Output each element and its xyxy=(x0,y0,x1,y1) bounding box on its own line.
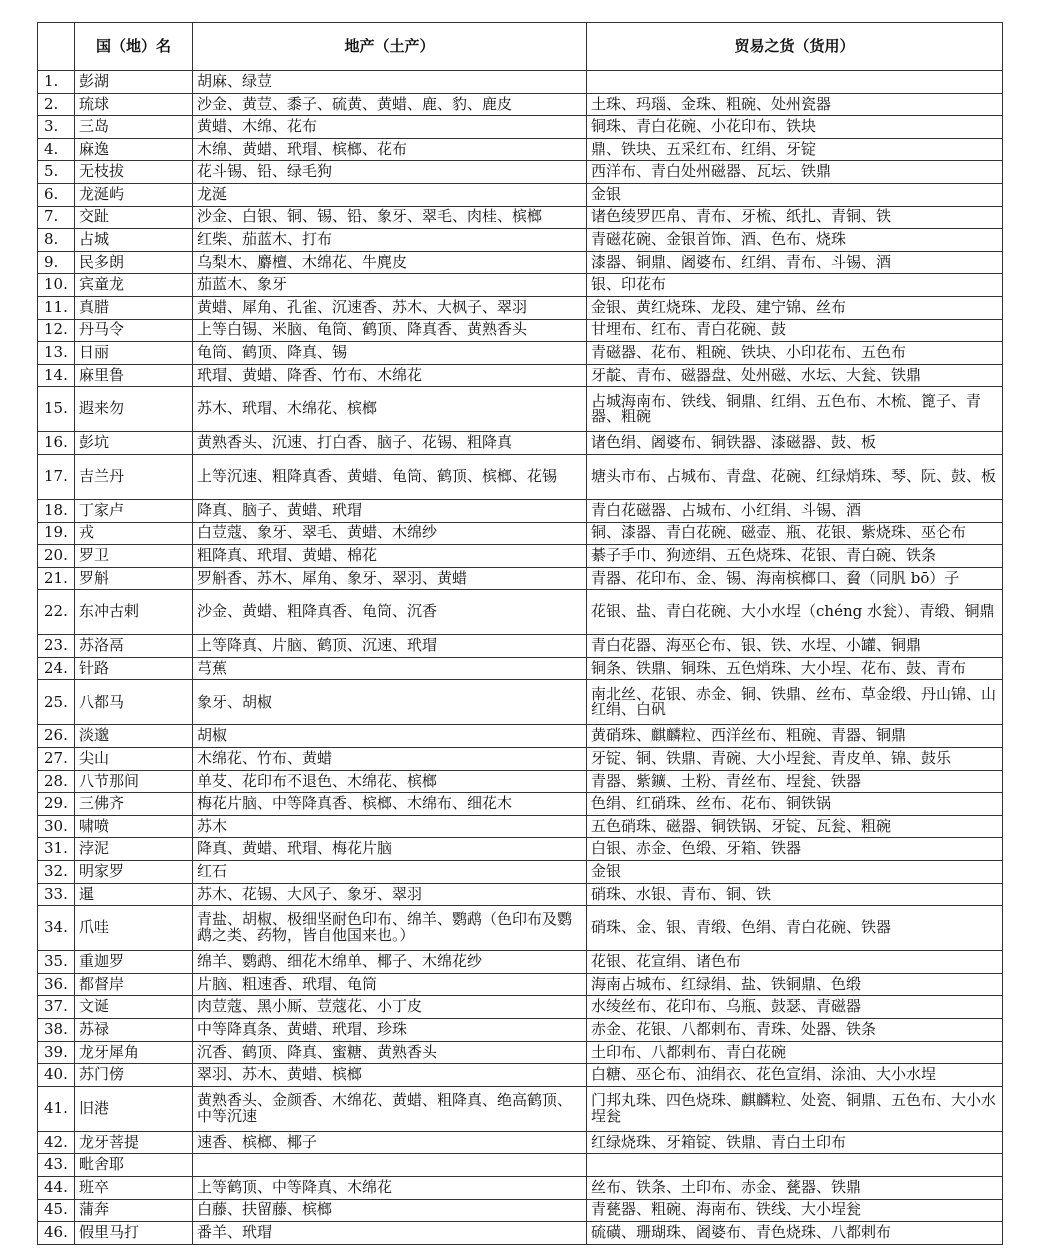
row-number: 4. xyxy=(38,138,75,161)
row-number: 15. xyxy=(38,387,75,432)
row-number: 26. xyxy=(38,725,75,748)
local-products: 苏木 xyxy=(193,815,587,838)
row-number: 8. xyxy=(38,229,75,252)
country-name: 龙涎屿 xyxy=(75,183,193,206)
local-products: 红柴、茄蓝木、打布 xyxy=(193,229,587,252)
table-row xyxy=(38,229,1003,252)
country-name: 真腊 xyxy=(75,296,193,319)
country-name: 三佛齐 xyxy=(75,793,193,816)
trade-goods: 土珠、玛瑙、金珠、粗碗、处州瓷器 xyxy=(587,93,1003,116)
row-number: 18. xyxy=(38,499,75,522)
table-row xyxy=(38,973,1003,996)
table-row xyxy=(38,657,1003,680)
header-row xyxy=(38,23,1003,71)
local-products: 红石 xyxy=(193,861,587,884)
row-number: 6. xyxy=(38,183,75,206)
local-products: 黄熟香头、沉速、打白香、脑子、花锡、粗降真 xyxy=(193,432,587,455)
trade-goods: 赤金、花银、八都剌布、青珠、处器、铁条 xyxy=(587,1019,1003,1042)
table-row xyxy=(38,1176,1003,1199)
table-row xyxy=(38,725,1003,748)
row-number: 44. xyxy=(38,1176,75,1199)
trade-goods: 青白花磁器、占城布、小红绢、斗锡、酒 xyxy=(587,499,1003,522)
table-row xyxy=(38,635,1003,658)
country-name: 文诞 xyxy=(75,996,193,1019)
country-name: 三岛 xyxy=(75,116,193,139)
table-row xyxy=(38,71,1003,94)
country-name: 日丽 xyxy=(75,342,193,365)
trade-goods: 硫磺、珊瑚珠、阇婆布、青色烧珠、八都剌布 xyxy=(587,1222,1003,1245)
trade-goods: 花银、花宣绢、诸色布 xyxy=(587,951,1003,974)
country-name: 淡邈 xyxy=(75,725,193,748)
row-number: 40. xyxy=(38,1064,75,1087)
row-number: 3. xyxy=(38,116,75,139)
local-products: 黄蜡、犀角、孔雀、沉速香、苏木、大枫子、翠羽 xyxy=(193,296,587,319)
row-number: 45. xyxy=(38,1199,75,1222)
trade-goods: 诸色绢、阇婆布、铜铁器、漆磁器、鼓、板 xyxy=(587,432,1003,455)
row-number: 46. xyxy=(38,1222,75,1245)
row-number: 17. xyxy=(38,454,75,499)
local-products: 苏木、花锡、大风子、象牙、翠羽 xyxy=(193,883,587,906)
table-row xyxy=(38,454,1003,499)
country-name: 龙牙菩提 xyxy=(75,1131,193,1154)
local-products xyxy=(193,1154,587,1177)
row-number: 31. xyxy=(38,838,75,861)
local-products: 降真、黄蜡、玳瑁、梅花片脑 xyxy=(193,838,587,861)
row-number: 12. xyxy=(38,319,75,342)
local-products: 花斗锡、铅、绿毛狗 xyxy=(193,161,587,184)
country-name: 宾童龙 xyxy=(75,274,193,297)
trade-goods xyxy=(587,71,1003,94)
table-row xyxy=(38,296,1003,319)
trade-goods: 银、印花布 xyxy=(587,274,1003,297)
header-local-products: 地产（土产） xyxy=(193,23,587,71)
table-row xyxy=(38,770,1003,793)
local-products: 上等鹤顶、中等降真、木绵花 xyxy=(193,1176,587,1199)
trade-goods: 牙靛、青布、磁器盘、处州磁、水坛、大瓮、铁鼎 xyxy=(587,364,1003,387)
trade-goods: 铜、漆器、青白花碗、磁壶、瓶、花银、紫烧珠、巫仑布 xyxy=(587,522,1003,545)
row-number: 19. xyxy=(38,522,75,545)
header-country: 国（地）名 xyxy=(75,23,193,71)
row-number: 7. xyxy=(38,206,75,229)
country-name: 八节那间 xyxy=(75,770,193,793)
row-number: 36. xyxy=(38,973,75,996)
table-row xyxy=(38,364,1003,387)
local-products: 木绵花、竹布、黄蜡 xyxy=(193,748,587,771)
local-products: 中等降真条、黄蜡、玳瑁、珍珠 xyxy=(193,1019,587,1042)
row-number: 5. xyxy=(38,161,75,184)
trade-goods: 海南占城布、红绿绢、盐、铁铜鼎、色缎 xyxy=(587,973,1003,996)
country-name: 毗舍耶 xyxy=(75,1154,193,1177)
local-products: 苏木、玳瑁、木绵花、槟榔 xyxy=(193,387,587,432)
table-row xyxy=(38,838,1003,861)
table-row xyxy=(38,342,1003,365)
trade-goods: 金银 xyxy=(587,183,1003,206)
local-products: 胡麻、绿荳 xyxy=(193,71,587,94)
trade-goods: 铜珠、青白花碗、小花印布、铁块 xyxy=(587,116,1003,139)
table-row xyxy=(38,815,1003,838)
country-name: 麻里鲁 xyxy=(75,364,193,387)
trade-goods: 鼎、铁块、五采红布、红绢、牙锭 xyxy=(587,138,1003,161)
local-products: 龙涎 xyxy=(193,183,587,206)
local-products: 粗降真、玳瑁、黄蜡、棉花 xyxy=(193,545,587,568)
table-row xyxy=(38,545,1003,568)
country-name: 针路 xyxy=(75,657,193,680)
local-products: 速香、槟榔、椰子 xyxy=(193,1131,587,1154)
local-products: 象牙、胡椒 xyxy=(193,680,587,725)
country-name: 八都马 xyxy=(75,680,193,725)
table-row xyxy=(38,1199,1003,1222)
local-products: 黄熟香头、金颜香、木绵花、黄蜡、粗降真、绝高鹤顶、中等沉速 xyxy=(193,1086,587,1131)
trade-goods-table xyxy=(37,22,1003,1245)
country-name: 琉球 xyxy=(75,93,193,116)
local-products: 乌梨木、麝檀、木绵花、牛麂皮 xyxy=(193,251,587,274)
row-number: 30. xyxy=(38,815,75,838)
trade-goods: 铜条、铁鼎、铜珠、五色焇珠、大小埕、花布、鼓、青布 xyxy=(587,657,1003,680)
table-body xyxy=(38,71,1003,1245)
local-products: 白荳蔻、象牙、翠毛、黄蜡、木绵纱 xyxy=(193,522,587,545)
local-products: 肉荳蔻、黑小厮、荳蔻花、小丁皮 xyxy=(193,996,587,1019)
country-name: 都督岸 xyxy=(75,973,193,996)
table-row xyxy=(38,206,1003,229)
table-row xyxy=(38,996,1003,1019)
table-row xyxy=(38,274,1003,297)
local-products: 翠羽、苏木、黄蜡、槟榔 xyxy=(193,1064,587,1087)
trade-goods: 诸色绫罗匹帛、青布、牙梳、纸扎、青铜、铁 xyxy=(587,206,1003,229)
country-name: 重迦罗 xyxy=(75,951,193,974)
local-products: 木绵、黄蜡、玳瑁、槟榔、花布 xyxy=(193,138,587,161)
country-name: 蒲奔 xyxy=(75,1199,193,1222)
row-number: 16. xyxy=(38,432,75,455)
table-row xyxy=(38,1019,1003,1042)
trade-goods: 綦子手巾、狗迹绢、五色烧珠、花银、青白碗、铁条 xyxy=(587,545,1003,568)
row-number: 28. xyxy=(38,770,75,793)
row-number: 9. xyxy=(38,251,75,274)
row-number: 10. xyxy=(38,274,75,297)
table-row xyxy=(38,387,1003,432)
trade-goods: 白银、赤金、色缎、牙箱、铁器 xyxy=(587,838,1003,861)
table-row xyxy=(38,567,1003,590)
row-number: 32. xyxy=(38,861,75,884)
trade-goods: 丝布、铁条、土印布、赤金、甆器、铁鼎 xyxy=(587,1176,1003,1199)
local-products: 龟筒、鹤顶、降真、锡 xyxy=(193,342,587,365)
trade-goods: 青白花器、海巫仑布、银、铁、水埕、小罐、铜鼎 xyxy=(587,635,1003,658)
country-name: 苏门傍 xyxy=(75,1064,193,1087)
local-products: 番羊、玳瑁 xyxy=(193,1222,587,1245)
country-name: 苏禄 xyxy=(75,1019,193,1042)
local-products: 青盐、胡椒、极细坚耐色印布、绵羊、鹦鹉（色印布及鹦鹉之类、药物，皆自他国来也。） xyxy=(193,906,587,951)
trade-goods: 金银、黄红烧珠、龙段、建宁锦、丝布 xyxy=(587,296,1003,319)
table-row xyxy=(38,183,1003,206)
country-name: 遐来勿 xyxy=(75,387,193,432)
country-name: 麻逸 xyxy=(75,138,193,161)
trade-goods: 西洋布、青白处州磁器、瓦坛、铁鼎 xyxy=(587,161,1003,184)
table-row xyxy=(38,590,1003,635)
row-number: 20. xyxy=(38,545,75,568)
row-number: 39. xyxy=(38,1041,75,1064)
table-row xyxy=(38,1154,1003,1177)
country-name: 彭坑 xyxy=(75,432,193,455)
local-products: 玳瑁、黄蜡、降香、竹布、木绵花 xyxy=(193,364,587,387)
table-row xyxy=(38,116,1003,139)
local-products: 绵羊、鹦鹉、细花木绵单、椰子、木绵花纱 xyxy=(193,951,587,974)
trade-goods xyxy=(587,1154,1003,1177)
country-name: 苏洛鬲 xyxy=(75,635,193,658)
country-name: 丹马令 xyxy=(75,319,193,342)
trade-goods: 土印布、八都剌布、青白花碗 xyxy=(587,1041,1003,1064)
country-name: 假里马打 xyxy=(75,1222,193,1245)
country-name: 民多朗 xyxy=(75,251,193,274)
trade-goods: 色绢、红硝珠、丝布、花布、铜铁锅 xyxy=(587,793,1003,816)
row-number: 42. xyxy=(38,1131,75,1154)
trade-goods: 五色硝珠、磁器、铜铁锅、牙锭、瓦瓮、粗碗 xyxy=(587,815,1003,838)
trade-goods: 漆器、铜鼎、阇婆布、红绢、青布、斗锡、酒 xyxy=(587,251,1003,274)
table-row xyxy=(38,861,1003,884)
local-products: 上等降真、片脑、鹤顶、沉速、玳瑁 xyxy=(193,635,587,658)
local-products: 胡椒 xyxy=(193,725,587,748)
local-products: 白藤、扶留藤、槟榔 xyxy=(193,1199,587,1222)
country-name: 罗斛 xyxy=(75,567,193,590)
trade-goods: 金银 xyxy=(587,861,1003,884)
trade-goods: 红绿烧珠、牙箱锭、铁鼎、青白土印布 xyxy=(587,1131,1003,1154)
table-row xyxy=(38,793,1003,816)
country-name: 班卒 xyxy=(75,1176,193,1199)
country-name: 爪哇 xyxy=(75,906,193,951)
row-number: 2. xyxy=(38,93,75,116)
country-name: 啸喷 xyxy=(75,815,193,838)
table-row xyxy=(38,951,1003,974)
table-row xyxy=(38,883,1003,906)
row-number: 34. xyxy=(38,906,75,951)
row-number: 35. xyxy=(38,951,75,974)
table-row xyxy=(38,1222,1003,1245)
trade-goods: 占城海南布、铁线、铜鼎、红绢、五色布、木梳、篦子、青器、粗碗 xyxy=(587,387,1003,432)
row-number: 23. xyxy=(38,635,75,658)
trade-goods: 牙锭、铜、铁鼎、青碗、大小埕瓮、青皮单、锦、鼓乐 xyxy=(587,748,1003,771)
header-number xyxy=(38,23,75,71)
table-row xyxy=(38,1086,1003,1131)
trade-goods: 青器、紫鑛、土粉、青丝布、埕瓮、铁器 xyxy=(587,770,1003,793)
table-row xyxy=(38,680,1003,725)
table-row xyxy=(38,138,1003,161)
country-name: 旧港 xyxy=(75,1086,193,1131)
row-number: 24. xyxy=(38,657,75,680)
table-row xyxy=(38,1064,1003,1087)
row-number: 25. xyxy=(38,680,75,725)
country-name: 彭湖 xyxy=(75,71,193,94)
row-number: 41. xyxy=(38,1086,75,1131)
country-name: 暹 xyxy=(75,883,193,906)
local-products: 梅花片脑、中等降真香、槟榔、木绵布、细花木 xyxy=(193,793,587,816)
country-name: 龙牙犀角 xyxy=(75,1041,193,1064)
trade-goods: 黄硝珠、麒麟粒、西洋丝布、粗碗、青器、铜鼎 xyxy=(587,725,1003,748)
local-products: 片脑、粗速香、玳瑁、龟筒 xyxy=(193,973,587,996)
table-row xyxy=(38,93,1003,116)
table-row xyxy=(38,1131,1003,1154)
row-number: 33. xyxy=(38,883,75,906)
table-row xyxy=(38,1041,1003,1064)
row-number: 27. xyxy=(38,748,75,771)
country-name: 尖山 xyxy=(75,748,193,771)
table-row xyxy=(38,499,1003,522)
row-number: 37. xyxy=(38,996,75,1019)
local-products: 单䒘、花印布不退色、木绵花、槟榔 xyxy=(193,770,587,793)
header-trade-goods: 贸易之货（货用） xyxy=(587,23,1003,71)
trade-goods: 硝珠、水银、青布、铜、铁 xyxy=(587,883,1003,906)
local-products: 上等沉速、粗降真香、黄蜡、龟筒、鹤顶、槟榔、花锡 xyxy=(193,454,587,499)
country-name: 东冲古剌 xyxy=(75,590,193,635)
trade-goods: 青磁器、花布、粗碗、铁块、小印花布、五色布 xyxy=(587,342,1003,365)
country-name: 浡泥 xyxy=(75,838,193,861)
table-row xyxy=(38,748,1003,771)
table-row xyxy=(38,319,1003,342)
row-number: 14. xyxy=(38,364,75,387)
trade-goods: 青磁花碗、金银首饰、酒、色布、烧珠 xyxy=(587,229,1003,252)
row-number: 43. xyxy=(38,1154,75,1177)
row-number: 13. xyxy=(38,342,75,365)
trade-goods: 青甆器、粗碗、海南布、铁线、大小埕瓮 xyxy=(587,1199,1003,1222)
table-row xyxy=(38,432,1003,455)
table-row xyxy=(38,161,1003,184)
local-products: 上等白锡、米脑、龟筒、鹤顶、降真香、黄熟香头 xyxy=(193,319,587,342)
local-products: 沙金、白银、铜、锡、铅、象牙、翠毛、肉桂、槟榔 xyxy=(193,206,587,229)
country-name: 吉兰丹 xyxy=(75,454,193,499)
country-name: 丁家卢 xyxy=(75,499,193,522)
local-products: 降真、脑子、黄蜡、玳瑁 xyxy=(193,499,587,522)
country-name: 戎 xyxy=(75,522,193,545)
trade-goods: 花银、盐、青白花碗、大小水埕（chéng 水瓮）、青缎、铜鼎 xyxy=(587,590,1003,635)
trade-goods: 水绫丝布、花印布、乌瓶、鼓瑟、青磁器 xyxy=(587,996,1003,1019)
row-number: 38. xyxy=(38,1019,75,1042)
local-products: 沉香、鹤顶、降真、蜜糖、黄熟香头 xyxy=(193,1041,587,1064)
trade-goods: 塘头市布、占城布、青盘、花碗、红绿焇珠、琴、阮、鼓、板 xyxy=(587,454,1003,499)
trade-goods: 南北丝、花银、赤金、铜、铁鼎、丝布、草金缎、丹山锦、山红绢、白矾 xyxy=(587,680,1003,725)
table-row xyxy=(38,251,1003,274)
local-products: 黄蜡、木绵、花布 xyxy=(193,116,587,139)
row-number: 22. xyxy=(38,590,75,635)
country-name: 交趾 xyxy=(75,206,193,229)
trade-goods: 白糖、巫仑布、油绢衣、花色宣绢、涂油、大小水埕 xyxy=(587,1064,1003,1087)
trade-goods: 甘埋布、红布、青白花碗、鼓 xyxy=(587,319,1003,342)
trade-goods: 门邦丸珠、四色烧珠、麒麟粒、处瓷、铜鼎、五色布、大小水埕瓮 xyxy=(587,1086,1003,1131)
trade-goods: 硝珠、金、银、青缎、色绢、青白花碗、铁器 xyxy=(587,906,1003,951)
table-row xyxy=(38,522,1003,545)
country-name: 罗卫 xyxy=(75,545,193,568)
local-products: 沙金、黄荳、黍子、硫黄、黄蜡、鹿、豹、鹿皮 xyxy=(193,93,587,116)
row-number: 29. xyxy=(38,793,75,816)
row-number: 21. xyxy=(38,567,75,590)
local-products: 沙金、黄蜡、粗降真香、龟筒、沉香 xyxy=(193,590,587,635)
row-number: 11. xyxy=(38,296,75,319)
country-name: 明家罗 xyxy=(75,861,193,884)
country-name: 无枝拔 xyxy=(75,161,193,184)
row-number: 1. xyxy=(38,71,75,94)
local-products: 茄蓝木、象牙 xyxy=(193,274,587,297)
country-name: 占城 xyxy=(75,229,193,252)
local-products: 芎蕉 xyxy=(193,657,587,680)
trade-goods: 青器、花印布、金、锡、海南槟榔口、䝱（同䏎 bō）子 xyxy=(587,567,1003,590)
local-products: 罗斛香、苏木、犀角、象牙、翠羽、黄蜡 xyxy=(193,567,587,590)
table-row xyxy=(38,906,1003,951)
